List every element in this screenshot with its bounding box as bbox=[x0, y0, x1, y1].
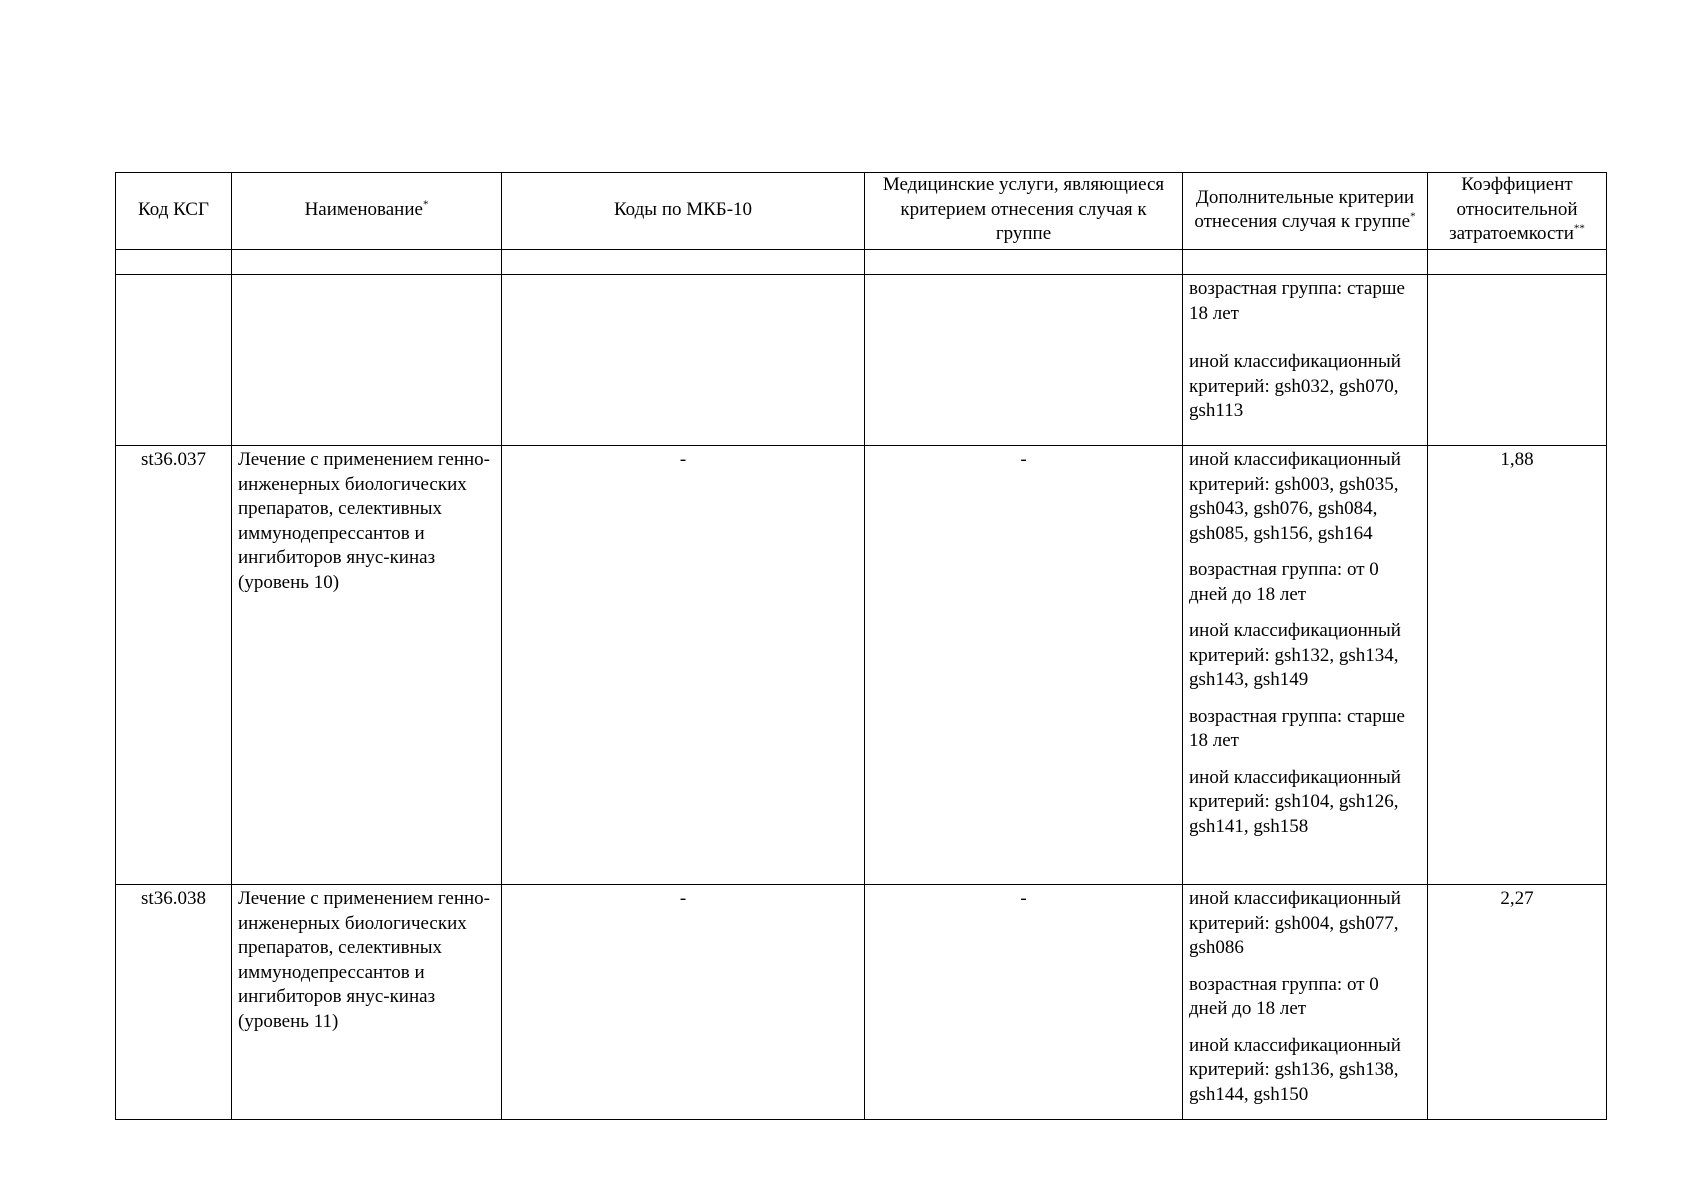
header-code: Код КСГ bbox=[116, 173, 232, 250]
criterion-item: иной классификационный критерий: gsh104, gsh126, gsh141, gsh158 bbox=[1189, 766, 1401, 837]
cell-coef: 1,88 bbox=[1428, 446, 1607, 885]
cell-services bbox=[865, 275, 1183, 446]
footnote-mark: * bbox=[422, 198, 429, 211]
criterion-item: возрастная группа: старше 18 лет bbox=[1189, 278, 1405, 324]
cell-code bbox=[116, 275, 232, 446]
spacer-cell bbox=[502, 250, 865, 275]
header-mkb: Коды по МКБ-10 bbox=[502, 173, 865, 250]
spacer-cell bbox=[1183, 250, 1428, 275]
criterion-item: иной классификационный критерий: gsh004, gsh077, gsh086 bbox=[1189, 888, 1401, 958]
criterion-item: возрастная группа: от 0 дней до 18 лет bbox=[1189, 559, 1379, 605]
table-row bbox=[116, 885, 1607, 1120]
criterion-item: иной классификационный критерий: gsh003, gsh035, gsh043, gsh076, gsh084, gsh085, gsh156, gsh164 bbox=[1189, 449, 1401, 544]
cell-code: st36.038 bbox=[116, 885, 232, 1120]
header-name: Наименование* bbox=[232, 173, 502, 250]
cell-name bbox=[232, 275, 502, 446]
spacer-cell bbox=[1428, 250, 1607, 275]
cell-services: - bbox=[865, 446, 1183, 885]
cell-services: - bbox=[865, 885, 1183, 1120]
cell-name: Лечение с применением генно-инженерных биологических препаратов, селективных иммунодепрессантов и ингибиторов янус-киназ (уровень 10) bbox=[232, 446, 502, 885]
cell-name: Лечение с применением генно-инженерных биологических препаратов, селективных иммунодепрессантов и ингибиторов янус-киназ (уровень 11) bbox=[232, 885, 502, 1120]
header-criteria: Дополнительные критерии отнесения случая к группе* bbox=[1183, 173, 1428, 250]
header-coef: Коэффициент относительной затратоемкости** bbox=[1428, 173, 1607, 250]
cell-criteria bbox=[1183, 275, 1428, 446]
criterion-item: иной классификационный критерий: gsh136, gsh138, gsh144, gsh150 bbox=[1189, 1034, 1401, 1105]
table-spacer-row bbox=[116, 250, 1607, 275]
cell-mkb: - bbox=[502, 446, 865, 885]
footnote-mark: * bbox=[1410, 210, 1416, 223]
cell-criteria bbox=[1183, 446, 1428, 885]
cell-criteria bbox=[1183, 885, 1428, 1120]
criterion-item: иной классификационный критерий: gsh132, gsh134, gsh143, gsh149 bbox=[1189, 620, 1401, 690]
cell-coef: 2,27 bbox=[1428, 885, 1607, 1120]
footnote-mark: ** bbox=[1573, 222, 1585, 235]
spacer-cell bbox=[865, 250, 1183, 275]
criterion-item: иной классификационный критерий: gsh032, gsh070, gsh113 bbox=[1189, 351, 1401, 421]
criterion-item: возрастная группа: от 0 дней до 18 лет bbox=[1189, 973, 1379, 1019]
cell-mkb: - bbox=[502, 885, 865, 1120]
table-header-row bbox=[116, 173, 1607, 250]
cell-coef bbox=[1428, 275, 1607, 446]
table-row bbox=[116, 446, 1607, 885]
ksg-table bbox=[115, 172, 1607, 1120]
table-row bbox=[116, 275, 1607, 446]
header-services: Медицинские услуги, являющиеся критерием отнесения случая к группе bbox=[865, 173, 1183, 250]
cell-mkb bbox=[502, 275, 865, 446]
cell-code: st36.037 bbox=[116, 446, 232, 885]
spacer-cell bbox=[116, 250, 232, 275]
spacer-cell bbox=[232, 250, 502, 275]
criterion-item: возрастная группа: старше 18 лет bbox=[1189, 705, 1405, 751]
